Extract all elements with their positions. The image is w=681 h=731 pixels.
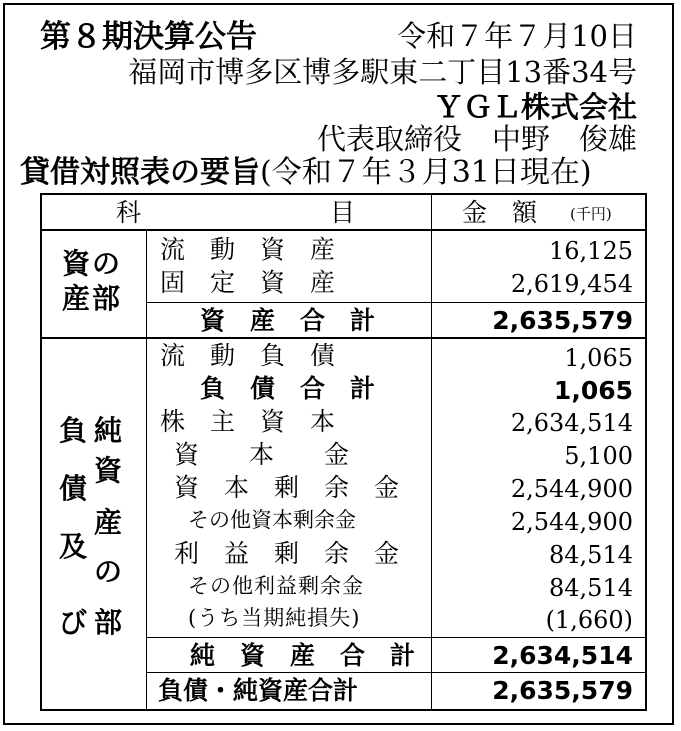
asset-current-value: 16,125	[549, 237, 633, 265]
assets-section-divider	[42, 337, 645, 339]
liab-label-c1-1: 負	[59, 414, 88, 447]
company-address: 福岡市博多区博多駅東二丁目13番34号	[128, 55, 637, 89]
net-assets-total-divider	[146, 637, 645, 638]
capital-surplus-value: 2,544,900	[510, 475, 633, 503]
liab-label-c1-2: 債	[59, 472, 88, 505]
net-loss-label: (うち当期純損失)	[188, 606, 361, 630]
other-capital-surplus-label: その他資本剰余金	[188, 508, 356, 532]
liab-label-c1-4: び	[59, 606, 88, 639]
capital-surplus-label: 資 本 剰 余 金	[174, 473, 400, 502]
liab-label-c2-4: の	[94, 555, 123, 588]
liab-total-label: 負 債 合 計	[200, 374, 376, 403]
assets-section-label-2: 産部	[62, 282, 123, 315]
shareholders-equity-label: 株 主 資 本	[160, 407, 336, 436]
amount-column-divider	[431, 195, 432, 709]
liab-label-c2-1: 純	[94, 414, 123, 447]
balance-sheet-period: (令和７年３月31日現在)	[260, 155, 592, 190]
header-subject-1: 科	[116, 198, 142, 227]
other-retained-earnings-label: その他利益剰余金	[188, 574, 364, 598]
retained-earnings-value: 84,514	[549, 541, 633, 569]
grand-total-label: 負債・純資産合計	[158, 676, 359, 705]
liab-label-c2-3: 産	[94, 506, 123, 539]
liab-label-c2-5: 部	[94, 606, 123, 639]
other-capital-surplus-value: 2,544,900	[510, 508, 633, 536]
balance-sheet-heading: 貸借対照表の要旨	[20, 155, 260, 190]
asset-current-label: 流 動 資 産	[160, 235, 336, 264]
liab-current-label: 流 動 負 債	[160, 341, 336, 370]
header-subject-2: 目	[330, 198, 356, 227]
capital-stock-value: 5,100	[564, 442, 633, 470]
assets-total-divider	[146, 302, 645, 303]
liab-current-value: 1,065	[564, 344, 633, 372]
liab-label-c1-3: 及	[59, 530, 88, 563]
shareholders-equity-value: 2,634,514	[510, 409, 633, 437]
header-unit: (千円)	[570, 205, 612, 223]
grand-total-divider	[146, 672, 645, 673]
net-loss-value: (1,660)	[545, 606, 633, 634]
asset-fixed-label: 固 定 資 産	[160, 268, 336, 297]
header-divider	[42, 229, 645, 231]
representative-name: 中野 俊雄	[491, 122, 637, 156]
assets-total-label: 資 産 合 計	[200, 306, 376, 335]
net-assets-total-value: 2,634,514	[492, 641, 633, 670]
representative	[316, 122, 637, 156]
assets-total-value: 2,635,579	[492, 306, 633, 335]
capital-stock-label: 資 本 金	[174, 440, 350, 469]
balance-sheet-title	[20, 155, 592, 190]
net-assets-total-label: 純 資 産 合 計	[190, 641, 416, 670]
other-retained-earnings-value: 84,514	[549, 574, 633, 602]
notice-title: 第８期決算公告	[40, 19, 257, 55]
header-amount: 金 額	[462, 198, 538, 227]
notice-date: 令和７年７月10日	[397, 19, 637, 53]
balance-sheet-table	[40, 193, 647, 711]
retained-earnings-label: 利 益 剰 余 金	[174, 539, 400, 568]
company-name: ＹＧＬ株式会社	[433, 90, 637, 124]
grand-total-value: 2,635,579	[492, 676, 633, 705]
asset-fixed-value: 2,619,454	[510, 270, 633, 298]
liab-label-c2-2: 資	[94, 454, 123, 487]
liab-total-value: 1,065	[553, 376, 633, 405]
representative-title: 代表取締役	[316, 122, 462, 156]
assets-section-label-1: 資の	[62, 247, 123, 280]
